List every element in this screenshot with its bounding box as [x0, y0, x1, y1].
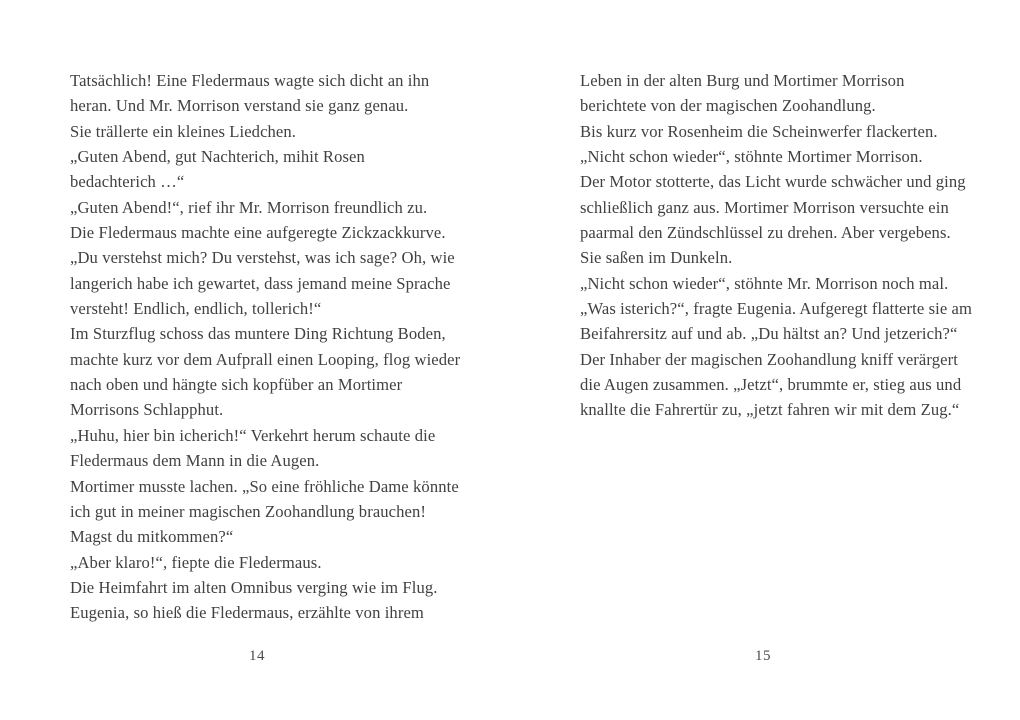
text-line: „Guten Abend!“, rief ihr Mr. Morrison freundlich zu. [70, 197, 428, 217]
page-left-text [70, 68, 461, 626]
page-left [70, 0, 461, 720]
page-number-left: 14 [249, 648, 265, 664]
text-line: Der Motor stotterte, das Licht wurde schwächer und ging [580, 172, 966, 192]
text-line: nach oben und hängte sich kopfüber an Mortimer [70, 375, 403, 395]
text-line: Morrisons Schlapphut. [70, 400, 224, 420]
text-line: ich gut in meiner magischen Zoohandlung brauchen! [70, 501, 427, 521]
text-line: Mortimer musste lachen. „So eine fröhliche Dame könnte [70, 476, 459, 496]
text-line: Die Heimfahrt im alten Omnibus verging wie im Flug. [70, 577, 438, 597]
text-line: „Nicht schon wieder“, stöhnte Mortimer Morrison. [580, 147, 923, 167]
text-line: Eugenia, so hieß die Fledermaus, erzählte von ihrem [70, 603, 424, 623]
text-line: berichtete von der magischen Zoohandlung. [580, 96, 876, 116]
text-line: Tatsächlich! Eine Fledermaus wagte sich dicht an ihn [70, 71, 430, 90]
page-right-text [580, 68, 973, 423]
text-line: bedachterich …“ [70, 172, 185, 192]
text-line: Sie saßen im Dunkeln. [580, 248, 733, 268]
text-line: Beifahrersitz auf und ab. „Du hältst an? Und jetzerich?“ [580, 324, 958, 344]
text-line: versteht! Endlich, endlich, tollerich!“ [70, 299, 322, 319]
text-line: Sie trällerte ein kleines Liedchen. [70, 121, 297, 141]
text-line: „Was isterich?“, fragte Eugenia. Aufgeregt flatterte sie am [580, 299, 973, 319]
text-line: „Huhu, hier bin icherich!“ Verkehrt herum schaute die [70, 425, 436, 445]
text-line: „Nicht schon wieder“, stöhnte Mr. Morrison noch mal. [580, 273, 949, 293]
text-line: knallte die Fahrertür zu, „jetzt fahren wir mit dem Zug.“ [580, 400, 960, 420]
text-line: schließlich ganz aus. Mortimer Morrison versuchte ein [580, 197, 949, 217]
page-right [580, 0, 973, 720]
text-line: „Aber klaro!“, fiepte die Fledermaus. [70, 552, 322, 572]
text-line: heran. Und Mr. Morrison verstand sie ganz genau. [70, 96, 409, 116]
text-line: Leben in der alten Burg und Mortimer Morrison [580, 71, 905, 90]
text-line: Im Sturzflug schoss das muntere Ding Richtung Boden, [70, 324, 446, 344]
text-line: „Guten Abend, gut Nachterich, mihit Rosen [70, 147, 365, 167]
text-line: „Du verstehst mich? Du verstehst, was ich sage? Oh, wie [70, 248, 455, 268]
text-line: machte kurz vor dem Aufprall einen Looping, flog wieder [70, 349, 461, 369]
text-line: paarmal den Zündschlüssel zu drehen. Aber vergebens. [580, 223, 951, 243]
text-line: die Augen zusammen. „Jetzt“, brummte er, stieg aus und [580, 375, 962, 395]
text-line: Fledermaus dem Mann in die Augen. [70, 451, 320, 471]
text-line: Der Inhaber der magischen Zoohandlung kniff verärgert [580, 349, 958, 369]
text-line: Die Fledermaus machte eine aufgeregte Zickzackkurve. [70, 223, 446, 243]
text-line: Magst du mitkommen?“ [70, 527, 234, 547]
text-line: Bis kurz vor Rosenheim die Scheinwerfer flackerten. [580, 121, 938, 141]
text-line: langerich habe ich gewartet, dass jemand meine Sprache [70, 273, 451, 293]
page-number-right: 15 [755, 648, 771, 664]
